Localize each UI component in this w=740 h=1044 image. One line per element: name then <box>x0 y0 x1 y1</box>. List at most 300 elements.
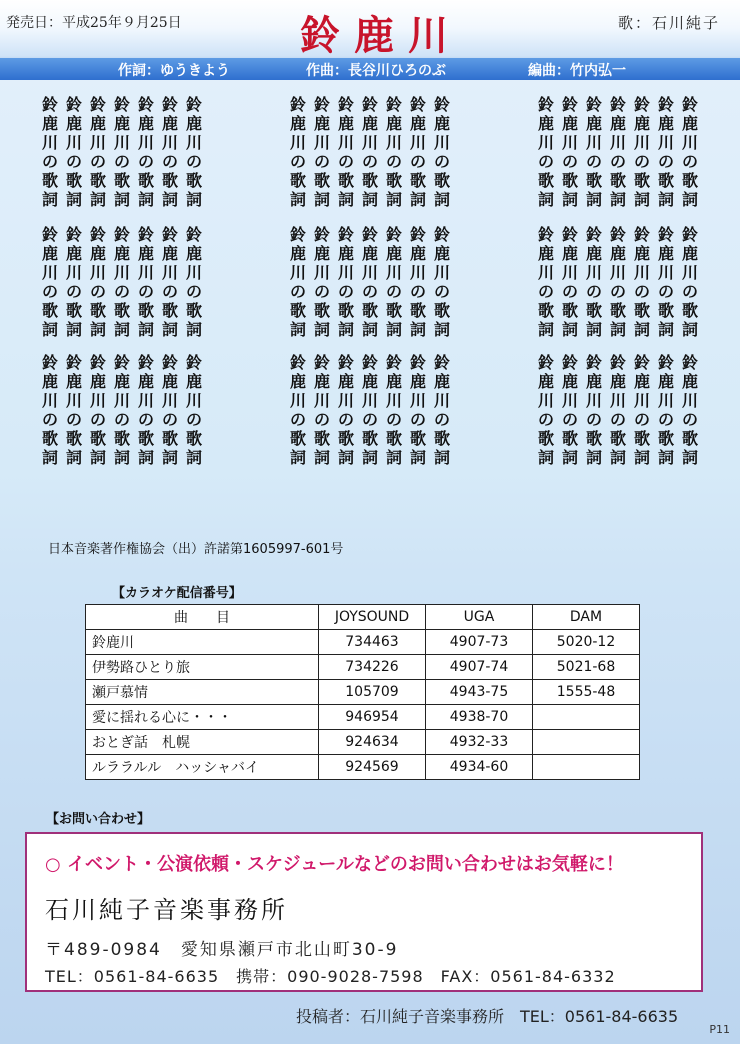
lyrics-char: 鈴 <box>657 353 674 372</box>
lyrics-char: 川 <box>585 133 602 152</box>
lyrics-char: 鈴 <box>161 353 178 372</box>
lyrics-char: 鈴 <box>657 95 674 114</box>
lyrics-column <box>112 225 132 339</box>
lyrics-char: 詞 <box>409 320 426 339</box>
lyrics-char: 鹿 <box>633 372 650 391</box>
lyrics-char: 鈴 <box>161 225 178 244</box>
lyrics-char: の <box>609 410 626 429</box>
lyrics-char: 詞 <box>385 320 402 339</box>
lyrics-char: 鹿 <box>609 244 626 263</box>
lyrics-char: 歌 <box>657 301 674 320</box>
lyrics-char: の <box>385 410 402 429</box>
lyrics-column <box>656 225 676 339</box>
lyrics-char: 歌 <box>185 429 202 448</box>
lyrics-column <box>360 95 380 209</box>
lyrics-column <box>560 95 580 209</box>
lyrics-char: の <box>137 152 154 171</box>
lyrics-block <box>288 225 452 339</box>
lyrics-char: 鹿 <box>113 372 130 391</box>
lyrics-column <box>656 353 676 467</box>
lyrics-char: 歌 <box>537 301 554 320</box>
lyrics-char: 詞 <box>681 190 698 209</box>
lyrics-char: の <box>585 152 602 171</box>
release-date: 発売日：平成25年９月25日 <box>6 15 182 31</box>
office-name: 石川純子音楽事務所 <box>45 896 288 924</box>
lyrics-char: 歌 <box>113 301 130 320</box>
lyrics-char: 詞 <box>289 190 306 209</box>
lyrics-column <box>360 353 380 467</box>
lyrics-char: 川 <box>41 263 58 282</box>
song-title: 鈴鹿川 <box>300 12 462 59</box>
lyrics-char: の <box>657 152 674 171</box>
lyrics-char: 川 <box>113 133 130 152</box>
lyrics-char: 鹿 <box>609 114 626 133</box>
lyrics-char: 鹿 <box>137 114 154 133</box>
lyrics-char: 川 <box>561 391 578 410</box>
dam-cell <box>533 730 640 755</box>
lyrics-char: 詞 <box>433 190 450 209</box>
lyrics-char: 歌 <box>89 301 106 320</box>
lyrics-char: 鈴 <box>161 95 178 114</box>
table-row <box>86 630 640 655</box>
lyrics-char: 川 <box>361 263 378 282</box>
lyrics-char: 鈴 <box>633 225 650 244</box>
lyrics-char: の <box>113 410 130 429</box>
lyrics-char: 川 <box>385 263 402 282</box>
lyrics-char: 歌 <box>65 301 82 320</box>
lyrics-char: 歌 <box>537 171 554 190</box>
lyrics-block <box>40 353 204 467</box>
lyrics-char: 川 <box>561 133 578 152</box>
lyrics-char: 鈴 <box>609 353 626 372</box>
lyrics-char: 詞 <box>609 190 626 209</box>
lyrics-char: 鈴 <box>609 225 626 244</box>
song-cell: ルララルル ハッシャバイ <box>86 755 319 780</box>
table-row <box>86 755 640 780</box>
lyrics-char: 鈴 <box>113 95 130 114</box>
lyrics-char: の <box>361 282 378 301</box>
lyrics-char: 詞 <box>185 320 202 339</box>
lyrics-char: 鹿 <box>385 114 402 133</box>
joysound-cell: 105709 <box>319 680 426 705</box>
lyrics-char: 鹿 <box>137 244 154 263</box>
lyrics-char: 川 <box>89 133 106 152</box>
lyrics-char: 川 <box>89 391 106 410</box>
lyrics-char: 鈴 <box>585 225 602 244</box>
lyrics-char: 詞 <box>137 448 154 467</box>
lyrics-column <box>160 225 180 339</box>
lyrics-char: の <box>41 152 58 171</box>
lyrics-char: の <box>65 152 82 171</box>
lyrics-char: 川 <box>337 133 354 152</box>
lyrics-column <box>312 225 332 339</box>
lyrics-char: の <box>561 152 578 171</box>
jasrac-permit: 日本音楽著作権協会（出）許諾第1605997-601号 <box>48 542 344 557</box>
lyrics-char: 鹿 <box>537 372 554 391</box>
lyrics-char: 歌 <box>289 171 306 190</box>
lyrics-char: 詞 <box>89 190 106 209</box>
lyrics-char: 鈴 <box>609 95 626 114</box>
uga-cell: 4943-75 <box>426 680 533 705</box>
lyrics-char: 歌 <box>289 301 306 320</box>
lyrics-column <box>408 353 428 467</box>
lyrics-char: 鹿 <box>433 244 450 263</box>
lyrics-char: 詞 <box>561 320 578 339</box>
lyrics-char: の <box>609 152 626 171</box>
office-phones: TEL：0561-84-6635 携帯：090-9028-7598 FAX：0561-84-6332 <box>45 967 616 986</box>
lyrics-char: 歌 <box>609 171 626 190</box>
lyrics-column <box>64 95 84 209</box>
lyrics-column <box>184 353 204 467</box>
lyrics-char: 歌 <box>185 171 202 190</box>
lyrics-char: の <box>681 152 698 171</box>
lyrics-char: 鈴 <box>337 353 354 372</box>
lyrics-char: の <box>161 410 178 429</box>
lyrics-column <box>656 95 676 209</box>
lyrics-char: 詞 <box>41 448 58 467</box>
lyrics-char: の <box>89 152 106 171</box>
lyrics-char: 川 <box>633 133 650 152</box>
lyrics-column <box>136 225 156 339</box>
lyrics-char: の <box>657 410 674 429</box>
lyrics-char: 鹿 <box>313 114 330 133</box>
lyrics-char: 川 <box>609 133 626 152</box>
lyrics-char: 歌 <box>609 301 626 320</box>
lyrics-area <box>0 95 740 475</box>
lyrics-char: 歌 <box>41 171 58 190</box>
lyrics-char: 鈴 <box>89 225 106 244</box>
lyrics-char: の <box>585 410 602 429</box>
lyrics-char: 鈴 <box>433 95 450 114</box>
lyrics-char: 鈴 <box>313 353 330 372</box>
lyrics-char: 川 <box>185 391 202 410</box>
lyrics-char: 歌 <box>337 301 354 320</box>
lyrics-char: 歌 <box>681 301 698 320</box>
lyrics-char: 歌 <box>681 171 698 190</box>
lyrics-char: 川 <box>409 391 426 410</box>
lyrics-char: 川 <box>537 133 554 152</box>
lyrics-char: 歌 <box>113 429 130 448</box>
lyrics-char: 歌 <box>681 429 698 448</box>
lyrics-block <box>288 95 452 209</box>
lyrics-char: 川 <box>409 263 426 282</box>
lyrics-char: 鈴 <box>137 353 154 372</box>
lyrics-char: 詞 <box>585 448 602 467</box>
lyrics-char: 歌 <box>337 171 354 190</box>
lyrics-char: の <box>161 282 178 301</box>
lyrics-char: の <box>185 282 202 301</box>
lyrics-char: の <box>585 282 602 301</box>
lyrics-char: 鹿 <box>41 372 58 391</box>
lyrics-char: 鹿 <box>537 244 554 263</box>
lyrics-column <box>536 95 556 209</box>
table-row <box>86 705 640 730</box>
lyrics-char: 詞 <box>633 190 650 209</box>
contact-box <box>25 832 703 992</box>
lyrics-char: 鹿 <box>185 372 202 391</box>
lyrics-char: 詞 <box>385 448 402 467</box>
lyrics-char: の <box>537 152 554 171</box>
lyrics-column <box>40 225 60 339</box>
contact-label: 【お問い合わせ】 <box>46 812 151 827</box>
lyrics-char: 鹿 <box>113 244 130 263</box>
lyrics-char: 歌 <box>41 301 58 320</box>
lyrics-char: の <box>289 410 306 429</box>
lyrics-char: 詞 <box>65 190 82 209</box>
lyrics-char: 鈴 <box>681 225 698 244</box>
lyrics-char: 鹿 <box>361 244 378 263</box>
lyrics-char: 鹿 <box>361 372 378 391</box>
lyrics-char: 歌 <box>433 171 450 190</box>
lyrics-char: 歌 <box>89 171 106 190</box>
lyrics-column <box>64 225 84 339</box>
lyrics-column <box>432 225 452 339</box>
lyrics-char: 歌 <box>361 171 378 190</box>
song-cell: 鈴鹿川 <box>86 630 319 655</box>
lyrics-char: 鹿 <box>313 372 330 391</box>
lyrics-column <box>536 353 556 467</box>
lyrics-column <box>336 225 356 339</box>
lyrics-char: 詞 <box>433 320 450 339</box>
lyrics-char: 川 <box>289 391 306 410</box>
lyrics-char: 鹿 <box>433 114 450 133</box>
lyrics-column <box>288 225 308 339</box>
lyrics-char: 川 <box>337 391 354 410</box>
lyrics-column <box>160 95 180 209</box>
lyrics-char: 詞 <box>113 190 130 209</box>
lyrics-char: 詞 <box>161 320 178 339</box>
lyrics-char: の <box>561 410 578 429</box>
col-header-song: 曲 目 <box>86 605 319 630</box>
lyrics-char: 川 <box>361 391 378 410</box>
lyrics-char: 詞 <box>137 190 154 209</box>
office-address: 〒489-0984 愛知県瀬戸市北山町30-9 <box>45 940 399 960</box>
lyrics-char: 鹿 <box>681 244 698 263</box>
lyrics-char: 鹿 <box>185 114 202 133</box>
lyrics-char: 川 <box>433 133 450 152</box>
table-row <box>86 680 640 705</box>
lyrics-char: の <box>65 282 82 301</box>
lyrics-column <box>632 225 652 339</box>
uga-cell: 4907-73 <box>426 630 533 655</box>
lyrics-char: 詞 <box>41 320 58 339</box>
lyrics-char: の <box>289 152 306 171</box>
lyrics-char: 歌 <box>161 171 178 190</box>
lyrics-char: 川 <box>585 263 602 282</box>
lyrics-char: 鹿 <box>313 244 330 263</box>
lyrics-char: 鈴 <box>185 353 202 372</box>
lyrics-char: 鈴 <box>289 225 306 244</box>
lyrics-column <box>584 353 604 467</box>
lyrics-column <box>184 225 204 339</box>
lyrics-char: 鈴 <box>137 225 154 244</box>
lyrics-column <box>584 95 604 209</box>
lyrics-char: 鹿 <box>161 372 178 391</box>
lyrics-char: 鈴 <box>633 95 650 114</box>
lyrics-char: 鹿 <box>433 372 450 391</box>
lyrics-char: 鈴 <box>41 225 58 244</box>
lyrics-char: 鹿 <box>561 114 578 133</box>
lyrics-char: 鈴 <box>361 353 378 372</box>
lyrics-column <box>136 95 156 209</box>
lyrics-char: 鈴 <box>113 225 130 244</box>
lyrics-char: 川 <box>89 263 106 282</box>
lyrics-char: 鹿 <box>41 244 58 263</box>
lyrics-char: 鹿 <box>65 114 82 133</box>
lyrics-char: 詞 <box>313 448 330 467</box>
lyrics-char: 詞 <box>313 190 330 209</box>
song-cell: 伊勢路ひとり旅 <box>86 655 319 680</box>
lyrics-char: 川 <box>185 133 202 152</box>
lyrics-char: 歌 <box>537 429 554 448</box>
lyrics-char: 川 <box>137 391 154 410</box>
lyrics-char: 川 <box>313 263 330 282</box>
lyrics-char: 鹿 <box>561 244 578 263</box>
lyrics-column <box>184 95 204 209</box>
lyrics-char: 川 <box>161 263 178 282</box>
lyrics-char: の <box>337 410 354 429</box>
lyrics-char: 鹿 <box>657 372 674 391</box>
lyrics-char: 鹿 <box>289 244 306 263</box>
lyrics-char: 川 <box>41 133 58 152</box>
lyrics-char: 鹿 <box>89 372 106 391</box>
lyrics-char: 川 <box>137 133 154 152</box>
song-cell: 愛に揺れる心に・・・ <box>86 705 319 730</box>
lyrics-block <box>40 95 204 209</box>
lyrics-char: 川 <box>289 133 306 152</box>
lyrics-char: 鹿 <box>681 372 698 391</box>
lyrics-char: 歌 <box>561 429 578 448</box>
uga-cell: 4934-60 <box>426 755 533 780</box>
lyrics-char: 鹿 <box>385 372 402 391</box>
lyrics-char: 歌 <box>313 171 330 190</box>
lyrics-char: 鹿 <box>537 114 554 133</box>
lyrics-char: 川 <box>113 263 130 282</box>
lyrics-char: 詞 <box>65 448 82 467</box>
lyrics-char: の <box>561 282 578 301</box>
lyrics-column <box>680 225 700 339</box>
lyrics-char: 歌 <box>409 171 426 190</box>
lyrics-char: 歌 <box>361 429 378 448</box>
lyrics-char: 詞 <box>409 448 426 467</box>
lyrics-char: 詞 <box>185 190 202 209</box>
lyrics-char: 鈴 <box>409 95 426 114</box>
lyrics-char: 歌 <box>657 171 674 190</box>
joysound-cell: 924569 <box>319 755 426 780</box>
lyrics-char: 鈴 <box>289 353 306 372</box>
lyrics-char: 詞 <box>89 320 106 339</box>
lyrics-char: 川 <box>537 263 554 282</box>
lyrics-char: 川 <box>113 391 130 410</box>
lyrics-char: 詞 <box>585 320 602 339</box>
lyrics-char: の <box>89 282 106 301</box>
lyrics-char: 歌 <box>137 429 154 448</box>
lyrics-char: 詞 <box>657 448 674 467</box>
lyrics-char: 鹿 <box>609 372 626 391</box>
lyrics-char: の <box>681 282 698 301</box>
lyrics-char: 鹿 <box>337 244 354 263</box>
lyrics-char: 鈴 <box>561 225 578 244</box>
lyrics-char: 詞 <box>609 320 626 339</box>
lyrics-char: 鈴 <box>657 225 674 244</box>
lyrics-char: 川 <box>137 263 154 282</box>
lyrics-block <box>536 95 700 209</box>
col-header-uga: UGA <box>426 605 533 630</box>
lyrics-char: 鈴 <box>409 353 426 372</box>
lyrics-char: の <box>65 410 82 429</box>
lyrics-char: 鈴 <box>561 95 578 114</box>
lyrics-char: 詞 <box>433 448 450 467</box>
lyrics-char: 鹿 <box>185 244 202 263</box>
lyrics-char: 鹿 <box>41 114 58 133</box>
dam-cell <box>533 755 640 780</box>
lyrics-block <box>288 353 452 467</box>
lyrics-char: 鈴 <box>313 225 330 244</box>
lyrics-char: 詞 <box>657 320 674 339</box>
lyrics-char: 歌 <box>633 171 650 190</box>
lyrics-char: 鈴 <box>433 225 450 244</box>
lyrics-char: 詞 <box>561 448 578 467</box>
lyrics-column <box>408 225 428 339</box>
lyrics-char: 鈴 <box>337 95 354 114</box>
lyrics-char: 歌 <box>113 171 130 190</box>
col-header-joysound: JOYSOUND <box>319 605 426 630</box>
lyrics-char: 鹿 <box>65 244 82 263</box>
lyrics-char: の <box>41 282 58 301</box>
lyrics-char: の <box>337 152 354 171</box>
lyrics-char: 歌 <box>561 301 578 320</box>
lyrics-char: 鈴 <box>537 95 554 114</box>
lyrics-column <box>560 353 580 467</box>
lyrics-char: 鈴 <box>361 95 378 114</box>
lyrics-char: 詞 <box>337 448 354 467</box>
lyrics-column <box>288 353 308 467</box>
lyrics-char: 川 <box>681 263 698 282</box>
lyrics-char: 歌 <box>657 429 674 448</box>
lyrics-char: 鈴 <box>385 225 402 244</box>
lyrics-char: 鈴 <box>89 95 106 114</box>
lyrics-char: 川 <box>657 263 674 282</box>
lyrics-char: 鈴 <box>385 353 402 372</box>
song-cell: おとぎ話 札幌 <box>86 730 319 755</box>
lyrics-column <box>360 225 380 339</box>
submitter: 投稿者：石川純子音楽事務所 TEL：0561-84-6635 <box>296 1007 679 1026</box>
lyrics-column <box>88 225 108 339</box>
lyrics-column <box>432 95 452 209</box>
lyrics-char: の <box>361 410 378 429</box>
lyrics-column <box>64 353 84 467</box>
lyrics-char: 鈴 <box>289 95 306 114</box>
joysound-cell: 734226 <box>319 655 426 680</box>
karaoke-table <box>85 604 640 780</box>
lyrics-column <box>112 353 132 467</box>
lyrics-char: 川 <box>681 133 698 152</box>
lyrics-char: 鹿 <box>113 114 130 133</box>
lyrics-char: 詞 <box>161 190 178 209</box>
lyrics-char: 詞 <box>89 448 106 467</box>
lyrics-column <box>160 353 180 467</box>
lyrics-char: 鹿 <box>409 244 426 263</box>
lyrics-char: 詞 <box>409 190 426 209</box>
lyrics-char: 川 <box>409 133 426 152</box>
lyrics-char: 鈴 <box>633 353 650 372</box>
lyrics-column <box>40 95 60 209</box>
lyrics-char: 詞 <box>537 320 554 339</box>
lyrics-column <box>608 353 628 467</box>
lyrics-char: 川 <box>185 263 202 282</box>
lyrics-char: 歌 <box>385 429 402 448</box>
lyrics-char: の <box>113 152 130 171</box>
